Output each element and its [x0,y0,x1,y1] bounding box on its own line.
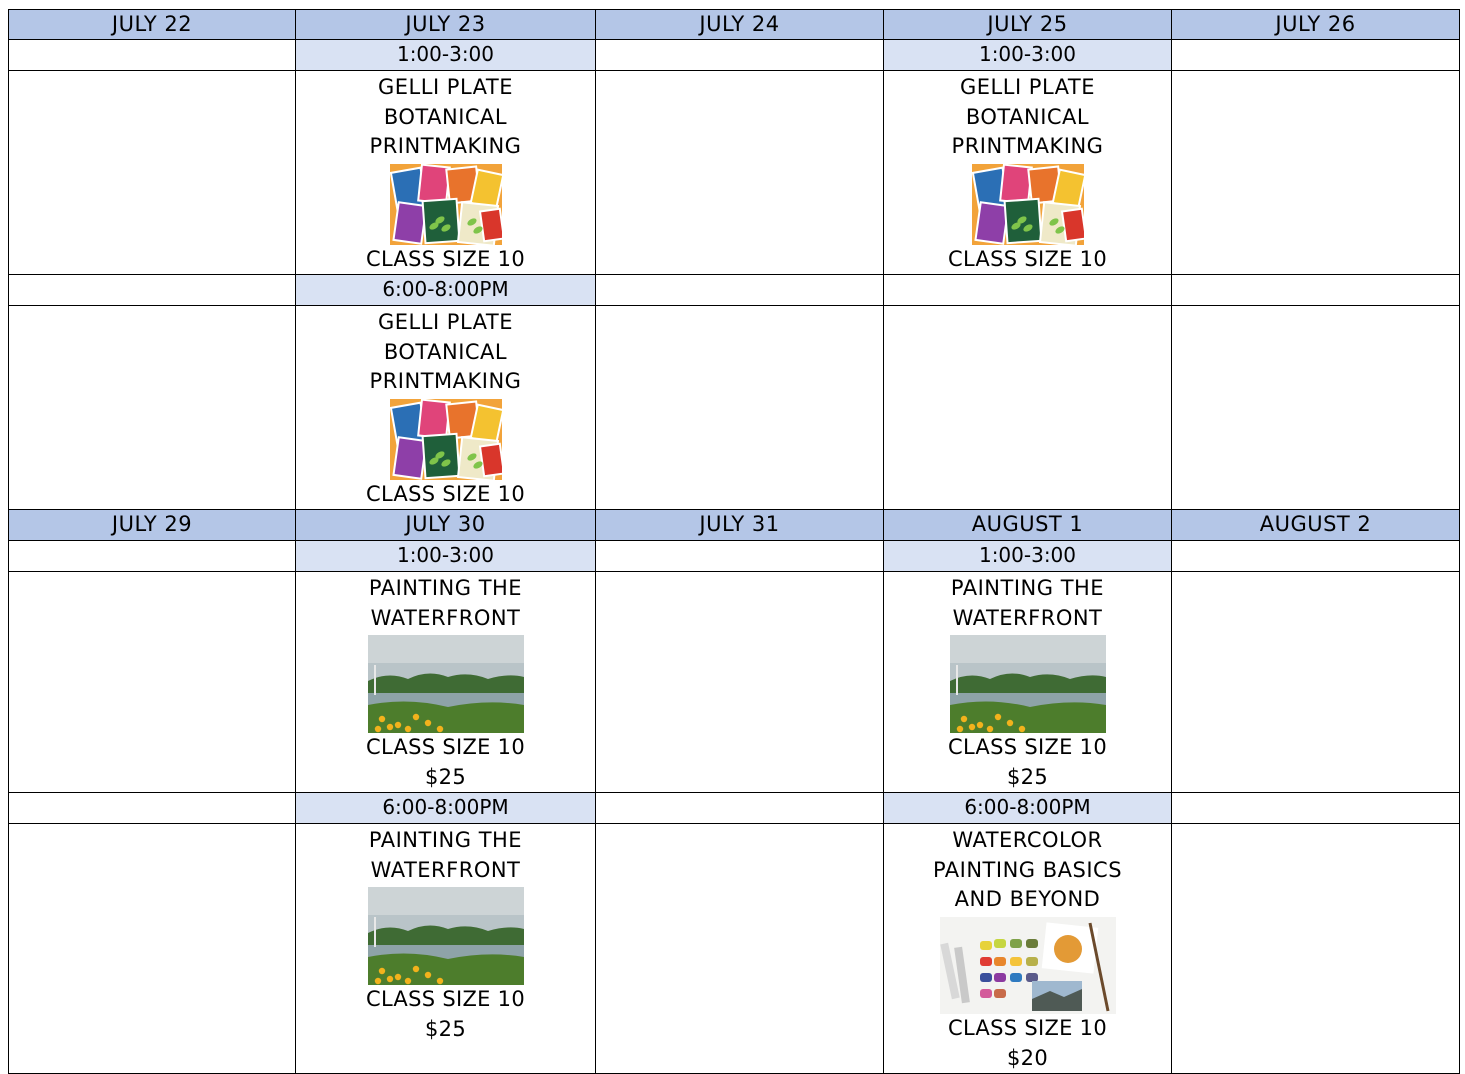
empty-cell [1172,572,1460,793]
day-header-row [8,510,1460,541]
class-row [8,824,1460,1074]
day-header: JULY 22 [8,9,296,40]
class-price: $20 [1007,1045,1048,1070]
day-header: JULY 31 [596,510,884,541]
botanical-prints-image [390,399,502,480]
class-title: AND BEYOND [954,887,1101,911]
class-cell [296,306,596,510]
class-row [8,306,1460,510]
class-title: PAINTING THE [368,576,523,600]
class-size: CLASS SIZE 10 [947,246,1108,271]
class-size: CLASS SIZE 10 [365,735,526,759]
empty-cell [1172,71,1460,275]
class-cell [884,572,1172,793]
class-title: PAINTING THE [950,576,1105,600]
class-title: WATERFRONT [370,605,521,630]
day-header: JULY 26 [1172,9,1460,40]
day-header-row [8,9,1460,40]
empty-cell [1172,824,1460,1074]
class-title: WATERFRONT [952,605,1103,630]
class-size: CLASS SIZE 10 [365,481,526,506]
class-title: PRINTMAKING [369,134,522,158]
time-slot: 6:00-8:00PM [884,793,1172,824]
day-header: JULY 25 [884,9,1172,40]
time-slot: 1:00-3:00 [884,541,1172,572]
day-header: AUGUST 1 [884,510,1172,541]
empty-cell [1172,306,1460,510]
empty-cell [596,824,884,1074]
time-slot [1172,40,1460,71]
time-slot [8,541,296,572]
class-cell [296,572,596,793]
time-slot [596,541,884,572]
class-size: CLASS SIZE 10 [365,987,526,1011]
class-title: PAINTING BASICS [932,857,1123,882]
time-slot [8,793,296,824]
time-slot [1172,275,1460,306]
class-cell [296,71,596,275]
time-slot: 6:00-8:00PM [296,275,596,306]
time-slot: 6:00-8:00PM [296,793,596,824]
watercolor-palette-image [940,917,1116,1015]
botanical-prints-image [972,164,1084,245]
time-slot: 1:00-3:00 [296,541,596,572]
botanical-prints-image [390,164,502,245]
day-header: JULY 23 [296,9,596,40]
empty-cell [8,572,296,793]
time-slot-row [8,541,1460,572]
class-cell [884,824,1172,1074]
waterfront-landscape-image [368,635,524,733]
time-slot [1172,793,1460,824]
class-price: $25 [425,1016,466,1041]
class-title: GELLI PLATE [378,75,513,99]
empty-cell [596,306,884,510]
class-size: CLASS SIZE 10 [947,1016,1108,1040]
time-slot [8,40,296,71]
class-title: BOTANICAL [383,104,508,129]
class-title: GELLI PLATE [960,75,1095,99]
class-title: PRINTMAKING [369,369,522,393]
day-header: AUGUST 2 [1172,510,1460,541]
class-title: WATERFRONT [370,857,521,882]
time-slot: 1:00-3:00 [884,40,1172,71]
class-title: BOTANICAL [965,104,1090,129]
class-size: CLASS SIZE 10 [947,735,1108,759]
day-header: JULY 30 [296,510,596,541]
class-price: $25 [425,764,466,789]
class-size: CLASS SIZE 10 [365,246,526,271]
time-slot [8,275,296,306]
class-title: BOTANICAL [383,339,508,364]
time-slot-row [8,40,1460,71]
time-slot-row [8,275,1460,306]
empty-cell [8,71,296,275]
time-slot-row [8,793,1460,824]
class-calendar [8,9,1460,1071]
class-title: PAINTING THE [368,828,523,852]
empty-cell [8,306,296,510]
day-header: JULY 24 [596,9,884,40]
empty-cell [8,824,296,1074]
time-slot [884,275,1172,306]
class-title: WATERCOLOR [952,828,1103,852]
class-title: GELLI PLATE [378,310,513,334]
class-row [8,572,1460,793]
class-price: $25 [1007,764,1048,789]
class-cell [884,71,1172,275]
time-slot [596,275,884,306]
day-header: JULY 29 [8,510,296,541]
time-slot: 1:00-3:00 [296,40,596,71]
time-slot [596,40,884,71]
waterfront-landscape-image [368,887,524,985]
time-slot [596,793,884,824]
empty-cell [884,306,1172,510]
class-cell [296,824,596,1074]
time-slot [1172,541,1460,572]
class-title: PRINTMAKING [951,134,1104,158]
waterfront-landscape-image [950,635,1106,733]
empty-cell [596,572,884,793]
class-row [8,71,1460,275]
empty-cell [596,71,884,275]
